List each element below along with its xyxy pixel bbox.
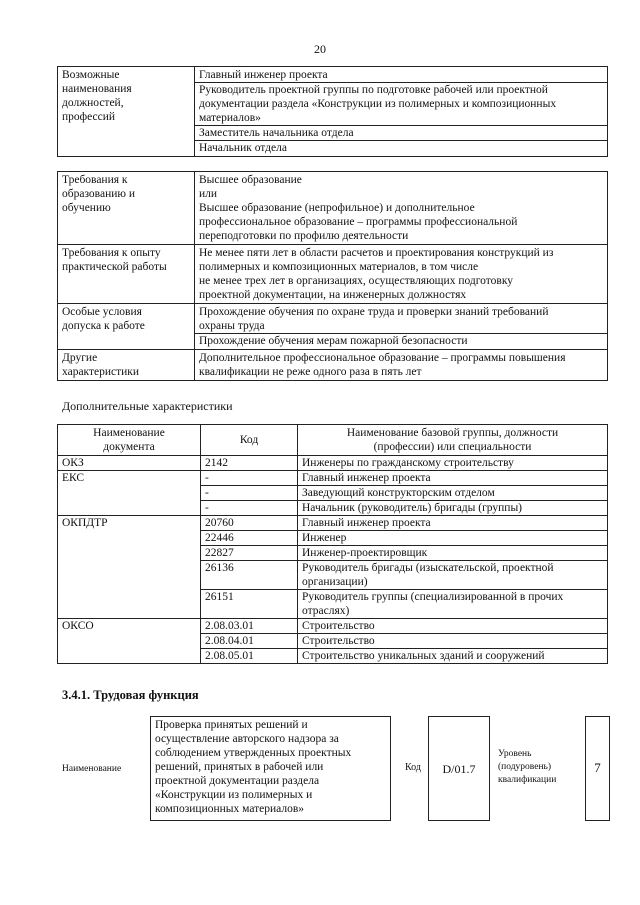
doc-cell — [58, 531, 201, 546]
name-line: Руководитель группы (специализированной в прочих — [302, 591, 564, 603]
requirements-row-other — [58, 350, 608, 381]
table-row — [58, 619, 608, 634]
requirements-row-admission — [58, 304, 608, 350]
value-line: Прохождение обучения по охране труда и проверки знаний требований — [199, 306, 549, 318]
requirement-value — [195, 350, 608, 381]
header-line: Наименование — [93, 427, 165, 439]
label-line: наименования — [62, 83, 132, 95]
position-title: Главный инженер проекта — [199, 69, 328, 81]
additional-characteristics-title: Дополнительные характеристики — [62, 399, 233, 413]
position-title-cont: материалов» — [199, 112, 261, 124]
code-cell: - — [201, 471, 298, 486]
name-cell: Главный инженер проекта — [298, 471, 608, 486]
code-cell: 2.08.04.01 — [201, 634, 298, 649]
label-line: должностей, — [62, 97, 124, 109]
doc-cell: ОКСО — [58, 619, 201, 634]
name-line: соблюдением утвержденных проектных — [155, 747, 352, 759]
value-line: не менее трех лет в организациях, осуществляющих подготовку — [199, 275, 513, 287]
value-line: полимерных и композиционных материалов, в том числе — [199, 261, 479, 273]
code-cell: 22446 — [201, 531, 298, 546]
name-cell — [298, 590, 608, 619]
code-cell: 26151 — [201, 590, 298, 619]
label-line: обучению — [62, 202, 111, 214]
header-line: документа — [103, 441, 155, 453]
doc-cell — [58, 634, 201, 649]
table-row — [58, 590, 608, 619]
doc-cell — [58, 501, 201, 516]
name-cell: Начальник (руководитель) бригады (группы) — [298, 501, 608, 516]
header-code: Код — [201, 425, 298, 456]
value-line: Дополнительное профессиональное образование – программы повышения — [199, 352, 566, 364]
table-row — [58, 501, 608, 516]
qualification-level-label — [498, 748, 556, 787]
name-line: отраслях) — [302, 605, 350, 617]
label-line: Особые условия — [62, 306, 142, 318]
requirements-table — [57, 171, 608, 381]
header-line: (профессии) или специальности — [373, 441, 532, 453]
label-line: Требования к — [62, 174, 128, 186]
section-title: 3.4.1. Трудовая функция — [62, 688, 199, 702]
table-row — [58, 486, 608, 501]
code-cell: 20760 — [201, 516, 298, 531]
name-line: осуществление авторского надзора за — [155, 733, 339, 745]
doc-cell: ЕКС — [58, 471, 201, 486]
name-cell — [298, 561, 608, 590]
value-line: охраны труда — [199, 320, 265, 332]
name-line: проектной документации раздела — [155, 775, 320, 787]
label-line: Возможные — [62, 69, 120, 81]
value-line: Высшее образование — [199, 174, 302, 186]
value-line: профессиональное образование – программы профессиональной — [199, 216, 518, 228]
doc-cell: ОКПДТР — [58, 516, 201, 531]
position-title: Заместитель начальника отдела — [195, 125, 607, 140]
label-line: допуска к работе — [62, 320, 145, 332]
name-cell: Инженер-проектировщик — [298, 546, 608, 561]
requirements-row-experience — [58, 245, 608, 304]
labor-function-code-label: Код — [405, 762, 421, 773]
level-label-line: квалификации — [498, 775, 557, 785]
labor-function-name-label: Наименование — [62, 764, 122, 774]
label-line: характеристики — [62, 366, 140, 378]
label-line: профессий — [62, 111, 116, 123]
labor-function-name-box — [150, 716, 391, 821]
name-cell: Инженеры по гражданскому строительству — [298, 456, 608, 471]
requirement-label — [58, 245, 195, 304]
code-cell: 22827 — [201, 546, 298, 561]
requirement-label — [58, 172, 195, 245]
position-title-cont: документации раздела «Конструкции из полимерных и композиционных — [199, 98, 557, 110]
table-row — [58, 471, 608, 486]
code-cell: - — [201, 501, 298, 516]
doc-cell — [58, 546, 201, 561]
value-line: Не менее пяти лет в области расчетов и проектирования конструкций из — [199, 247, 554, 259]
positions-values — [195, 67, 608, 157]
value-line: Прохождение обучения мерам пожарной безопасности — [195, 333, 607, 348]
table-row — [58, 546, 608, 561]
code-cell: 2.08.05.01 — [201, 649, 298, 664]
table-row — [58, 456, 608, 471]
table-row — [58, 649, 608, 664]
value-line: или — [199, 188, 218, 200]
labor-function-code: D/01.7 — [428, 716, 490, 821]
code-cell: 2142 — [201, 456, 298, 471]
name-line: организации) — [302, 576, 368, 588]
requirement-label — [58, 304, 195, 350]
value-line: Высшее образование (непрофильное) и дополнительное — [199, 202, 475, 214]
qualification-level: 7 — [585, 716, 610, 821]
requirement-value — [195, 245, 608, 304]
name-cell: Строительство уникальных зданий и сооружений — [298, 649, 608, 664]
value-line: квалификации не реже одного раза в пять лет — [199, 366, 422, 378]
doc-cell: ОКЗ — [58, 456, 201, 471]
doc-cell — [58, 561, 201, 590]
header-name — [298, 425, 608, 456]
code-cell: - — [201, 486, 298, 501]
additional-characteristics-table — [57, 424, 608, 664]
header-line: Наименование базовой группы, должности — [346, 427, 559, 439]
name-cell: Строительство — [298, 619, 608, 634]
name-line: решений, принятых в рабочей или — [155, 761, 324, 773]
header-row — [58, 425, 608, 456]
name-cell: Заведующий конструкторским отделом — [298, 486, 608, 501]
doc-cell — [58, 590, 201, 619]
table-row — [58, 634, 608, 649]
table-row — [58, 561, 608, 590]
level-label-line: (подуровень) — [498, 762, 552, 772]
name-cell: Строительство — [298, 634, 608, 649]
name-line: Проверка принятых решений и — [155, 719, 308, 731]
table-row — [58, 531, 608, 546]
value-line: переподготовки по профилю деятельности — [199, 230, 409, 242]
position-title: Начальник отдела — [195, 140, 607, 155]
name-line: «Конструкции из полимерных и — [155, 789, 313, 801]
requirement-value — [195, 304, 608, 350]
positions-row — [58, 67, 608, 157]
header-doc — [58, 425, 201, 456]
code-cell: 2.08.03.01 — [201, 619, 298, 634]
table-row — [58, 516, 608, 531]
requirement-value — [195, 172, 608, 245]
position-title: Руководитель проектной группы по подготовке рабочей или проектной — [195, 82, 607, 97]
code-cell: 26136 — [201, 561, 298, 590]
label-line: Требования к опыту — [62, 247, 161, 259]
label-line: образованию и — [62, 188, 135, 200]
value-line: проектной документации, на инженерных должностях — [199, 289, 467, 301]
doc-cell — [58, 486, 201, 501]
level-label-line: Уровень — [498, 749, 532, 759]
name-cell: Инженер — [298, 531, 608, 546]
name-cell: Главный инженер проекта — [298, 516, 608, 531]
positions-label — [58, 67, 195, 157]
requirements-row-education — [58, 172, 608, 245]
requirement-label — [58, 350, 195, 381]
page-number: 20 — [314, 42, 326, 56]
positions-table — [57, 66, 608, 157]
doc-cell — [58, 649, 201, 664]
name-line: композиционных материалов» — [155, 803, 305, 815]
label-line: практической работы — [62, 261, 167, 273]
label-line: Другие — [62, 352, 98, 364]
name-line: Руководитель бригады (изыскательской, проектной — [302, 562, 554, 574]
